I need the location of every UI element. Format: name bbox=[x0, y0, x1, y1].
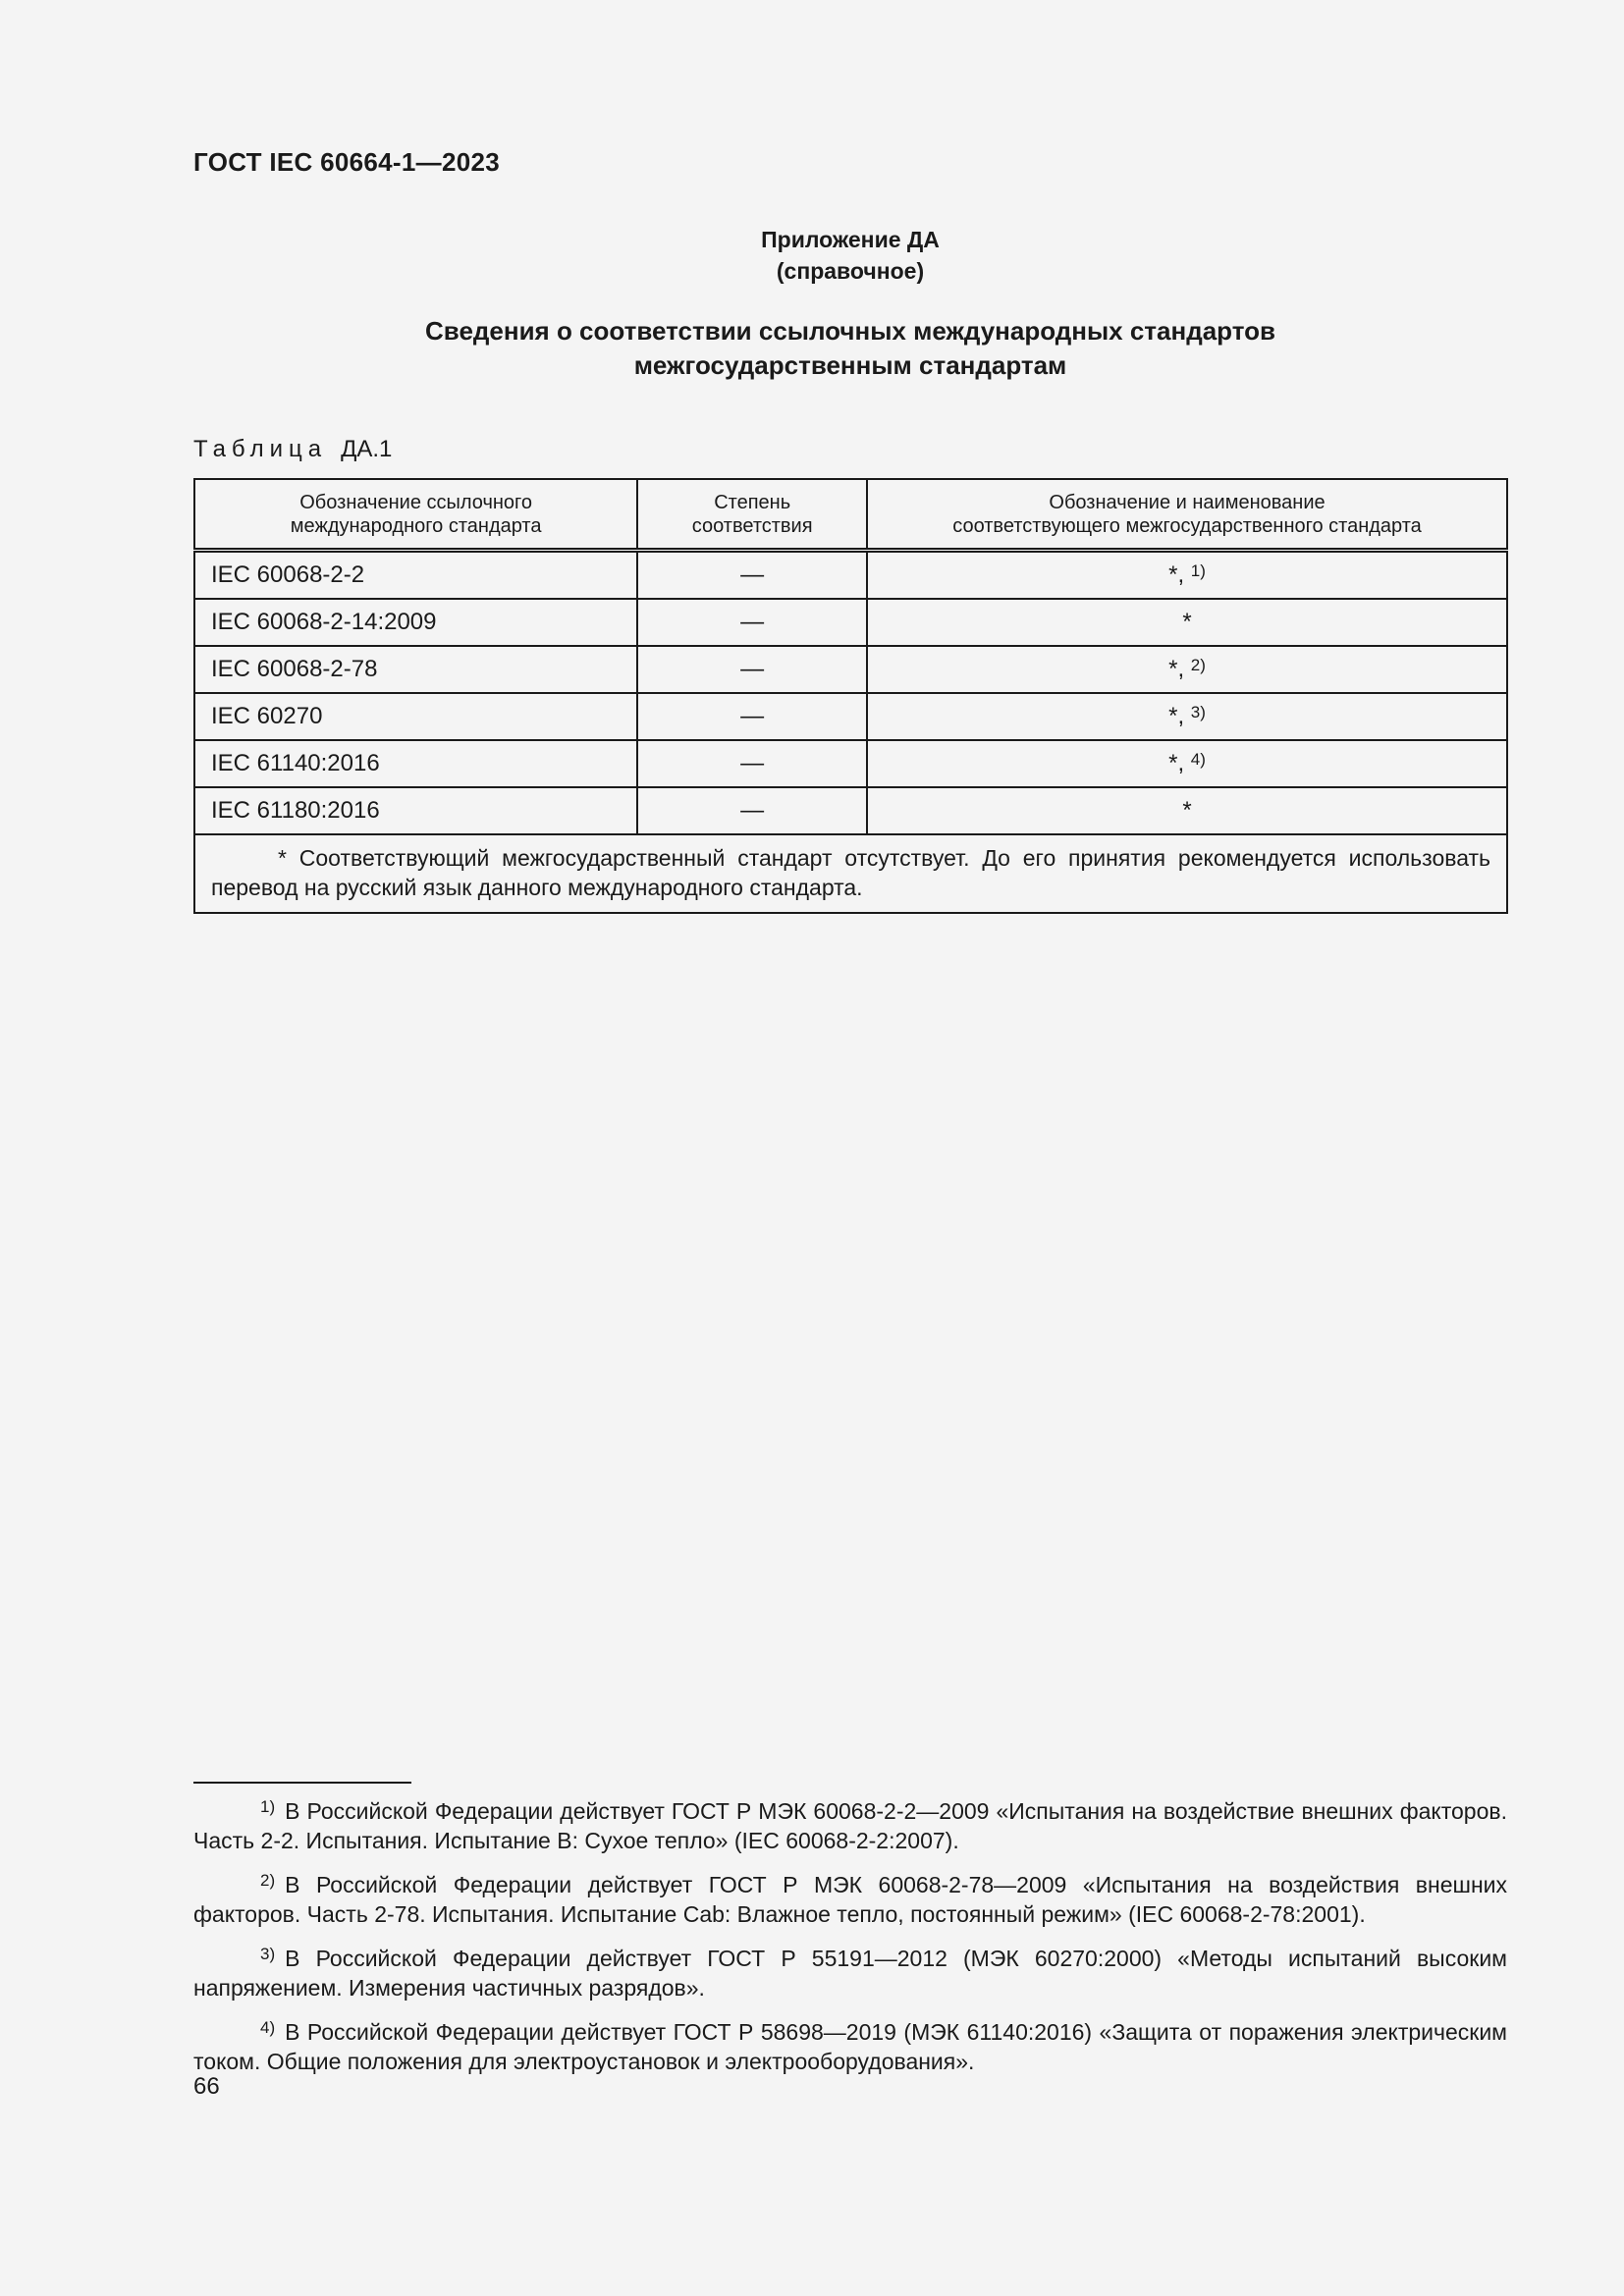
table-row bbox=[194, 787, 1507, 834]
header-col3-line2: соответствующего межгосударственного стандарта bbox=[952, 514, 1422, 537]
footnote-ref[interactable]: 1) bbox=[1190, 561, 1206, 580]
cell-degree: — bbox=[637, 787, 867, 834]
cell-interstate bbox=[867, 599, 1507, 646]
cell-mark: *, bbox=[1168, 703, 1185, 729]
footnote-1 bbox=[193, 1792, 1507, 1855]
table-caption-word: Таблица bbox=[193, 436, 328, 462]
footnote-number: 1) bbox=[260, 1797, 276, 1816]
table-row bbox=[194, 740, 1507, 787]
cell-standard: IEC 60270 bbox=[194, 693, 637, 740]
footnote-3 bbox=[193, 1940, 1507, 2002]
cell-mark: * bbox=[1182, 797, 1192, 824]
table-caption bbox=[193, 436, 392, 463]
appendix-label: Приложение ДА bbox=[761, 227, 940, 252]
cell-standard: IEC 61140:2016 bbox=[194, 740, 637, 787]
cell-mark: *, bbox=[1168, 750, 1185, 776]
table-note-text: * Соответствующий межгосударственный стандарт отсутствует. До его принятия рекомендуется использовать перевод на русский язык данного международного стандарта. bbox=[211, 845, 1490, 900]
cell-degree: — bbox=[637, 740, 867, 787]
header-reference-standard bbox=[194, 479, 637, 551]
cell-standard: IEC 60068-2-78 bbox=[194, 646, 637, 693]
footnote-number: 4) bbox=[260, 2018, 276, 2037]
cell-mark: * bbox=[1182, 609, 1192, 635]
table-caption-id: ДА.1 bbox=[341, 436, 393, 462]
table-row bbox=[194, 693, 1507, 740]
document-code: ГОСТ IEC 60664-1—2023 bbox=[193, 147, 500, 177]
footnote-number: 3) bbox=[260, 1945, 276, 1963]
footnote-2 bbox=[193, 1866, 1507, 1929]
appendix-title bbox=[193, 314, 1507, 383]
table-note-row bbox=[194, 834, 1507, 913]
table-row bbox=[194, 646, 1507, 693]
appendix-title-line1: Сведения о соответствии ссылочных международных стандартов bbox=[425, 316, 1275, 346]
cell-interstate bbox=[867, 551, 1507, 600]
footnote-number: 2) bbox=[260, 1871, 276, 1890]
footnote-4 bbox=[193, 2013, 1507, 2076]
cell-mark: *, bbox=[1168, 561, 1185, 588]
appendix-kind: (справочное) bbox=[776, 258, 925, 284]
cell-interstate bbox=[867, 693, 1507, 740]
appendix-heading bbox=[193, 224, 1507, 287]
table-note bbox=[194, 834, 1507, 913]
header-col3-line1: Обозначение и наименование bbox=[1049, 491, 1326, 513]
cell-standard: IEC 60068-2-2 bbox=[194, 551, 637, 600]
table-row bbox=[194, 599, 1507, 646]
cell-degree: — bbox=[637, 693, 867, 740]
cell-degree: — bbox=[637, 646, 867, 693]
cell-degree: — bbox=[637, 551, 867, 600]
table-row bbox=[194, 551, 1507, 600]
footnote-ref[interactable]: 3) bbox=[1190, 703, 1206, 721]
standards-table bbox=[193, 478, 1508, 914]
footnote-text: В Российской Федерации действует ГОСТ Р 58698—2019 (МЭК 61140:2016) «Защита от поражения электрическим током. Общие положения для электроустановок и электрооборудования». bbox=[193, 2019, 1507, 2074]
cell-interstate bbox=[867, 740, 1507, 787]
table-header-row bbox=[194, 479, 1507, 551]
cell-interstate bbox=[867, 646, 1507, 693]
footnote-ref[interactable]: 2) bbox=[1190, 656, 1206, 674]
header-col2-line1: Степень bbox=[714, 491, 791, 513]
cell-degree: — bbox=[637, 599, 867, 646]
cell-standard: IEC 60068-2-14:2009 bbox=[194, 599, 637, 646]
footnote-separator bbox=[193, 1782, 411, 1784]
cell-standard: IEC 61180:2016 bbox=[194, 787, 637, 834]
footnote-text: В Российской Федерации действует ГОСТ Р МЭК 60068-2-78—2009 «Испытания на воздействия внешних факторов. Часть 2-78. Испытания. Испытание Cab: Влажное тепло, постоянный режим» (IEC 60068-2-78:2001). bbox=[193, 1872, 1507, 1927]
footnotes bbox=[193, 1792, 1507, 2087]
header-col1-line1: Обозначение ссылочного bbox=[299, 491, 533, 513]
footnote-text: В Российской Федерации действует ГОСТ Р 55191—2012 (МЭК 60270:2000) «Методы испытаний высоким напряжением. Измерения частичных разрядов». bbox=[193, 1946, 1507, 2001]
header-col2-line2: соответствия bbox=[691, 514, 813, 537]
header-interstate-standard bbox=[867, 479, 1507, 551]
footnote-ref[interactable]: 4) bbox=[1190, 750, 1206, 769]
appendix-title-line2: межгосударственным стандартам bbox=[633, 350, 1067, 380]
page-number: 66 bbox=[193, 2073, 220, 2100]
header-col1-line2: международного стандарта bbox=[290, 514, 542, 537]
header-degree bbox=[637, 479, 867, 551]
cell-interstate bbox=[867, 787, 1507, 834]
cell-mark: *, bbox=[1168, 656, 1185, 682]
footnote-text: В Российской Федерации действует ГОСТ Р МЭК 60068-2-2—2009 «Испытания на воздействие внешних факторов. Часть 2-2. Испытания. Испытание В: Сухое тепло» (IEC 60068-2-2:2007). bbox=[193, 1798, 1507, 1853]
